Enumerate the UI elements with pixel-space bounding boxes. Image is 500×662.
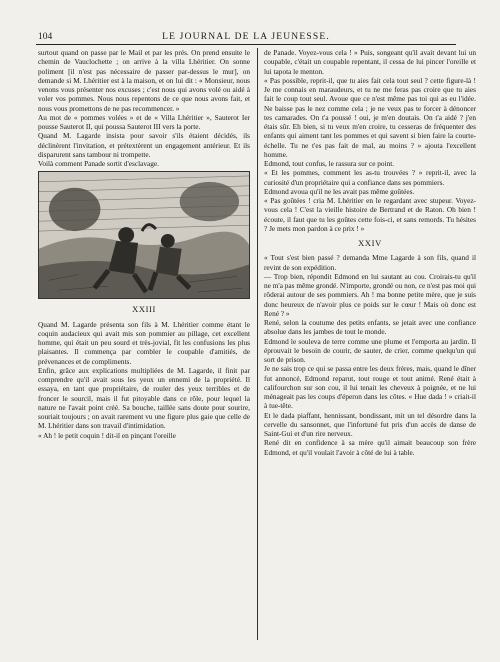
left-column xyxy=(38,48,250,440)
paragraph: « Pas possible, reprit-il, que tu aies fait cela tout seul ? cette figure-là ! Je me connais en maraudeurs, et tu ne me feras pas croire que tu aies fait le coup tout seul. Avoue que ce n'est même pas toi qui as eu l'idée. Ne baisse pas le nez comme cela ; je ne veux pas te forcer à dénoncer tes camarades. On t'a poussé ! oui, je m'en doutais. On t'a aidé ? j'en étais sûr. Eh bien, si tu veux m'en croire, tu cesseras de fréquenter des enfants qui aiment tant les pommes et qui savent si bien faire la courte-échelle. Tu ne t'es pas fait de mal, au moins ? » ajouta l'excellent homme. xyxy=(264,75,476,159)
paragraph: « Pas goûtées ! cria M. Lhéritier en le regardant avec stupeur. Voyez-vous cela ! C'est la vieille histoire de Bertrand et de Raton. Oh bien ! écoute, il faut que tu les goûtes cette fois-ci, et sans remords. Tu hésites ? Je mets mon pardon à ce prix ! » xyxy=(264,196,476,233)
right-column xyxy=(264,48,476,457)
paragraph: surtout quand on passe par le Mail et par les prés. On prend ensuite le chemin de Vauclochette ; on arrive à la villa Lhéritier. On sonne poliment [il n'est pas nécessaire de passer par-dessus le mur], on demande si M. Lhéritier est à la maison, et on lui dit : « Monsieur, nous venons vous présenter nos excuses ; c'est nous qui avons volé ou aidé à voler vos pommes. Nous nous repentons de ce que nous avons fait, et nous vous promettons de ne pas recommencer. » xyxy=(38,48,250,113)
paragraph: Quand M. Lagarde présenta son fils à M. Lhéritier comme étant le coquin audacieux qui avait mis son pommier au pillage, cet excellent homme, qui était un peu sourd et très-jovial, fit les confusions les plus plaisantes. Il commença par combler le coupable d'amitiés, de prévenances et de compliments. xyxy=(38,319,250,366)
paragraph: Edmond le souleva de terre comme une plume et l'emporta au jardin. Il éprouvait le besoin de courir, de sauter, de crier, comme quelqu'un qui sort de prison. xyxy=(264,336,476,364)
paragraph: « Et les pommes, comment les as-tu trouvées ? » reprit-il, avec la curiosité d'un propriétaire qui a confiance dans ses pommiers. xyxy=(264,168,476,187)
chapter-heading: XXIII xyxy=(132,304,156,315)
column-divider xyxy=(257,48,258,640)
paragraph: Au mot de « pommes volées » et de « Villa Lhéritier », Sauterot Ier pousse Sauterot II, qui poussa Sauterot III vers la porte. xyxy=(38,112,250,131)
paragraph: René dit en confidence à sa mère qu'il aimait beaucoup son frère Edmond, et qu'il voulait l'avoir à côté de lui à table. xyxy=(264,438,476,457)
paragraph: de Panade. Voyez-vous cela ! » Puis, songeant qu'il avait devant lui un coupable, c'était un coupable repentant, il cessa de lui pincer l'oreille et lui tapota le menton. xyxy=(264,48,476,76)
paragraph: Et le dada piaffant, hennissant, bondissant, mit un tel désordre dans la cervelle du sansonnet, que l'infortuné fut pris d'un accès de danse de Saint-Gui et d'un rire nerveux. xyxy=(264,410,476,438)
journal-title: LE JOURNAL DE LA JEUNESSE. xyxy=(162,32,330,42)
page-header xyxy=(38,26,454,42)
paragraph: Edmond, tout confus, le rassura sur ce point. xyxy=(264,159,395,168)
paragraph: — Trop bien, répondit Edmond en lui sautant au cou. Croirais-tu qu'il ne m'a pas même grondé. N'importe, grondé ou non, ce n'est pas moi qui rôderai autour de ses pommiers. Ah ! ma bonne petite mère, que je suis donc heureux de n'avoir plus ce poids sur le cœur ! Mais où donc est René ? » xyxy=(264,271,476,318)
chapter-heading: XXIV xyxy=(358,238,382,248)
paragraph: Edmond avoua qu'il ne les avait pas même goûtées. xyxy=(264,186,415,196)
paragraph: René, selon la coutume des petits enfants, se jetait avec une confiance absolue dans les jambes de tout le monde. xyxy=(264,318,476,337)
paragraph: Voilà comment Panade sortit d'esclavage. xyxy=(38,159,159,168)
paragraph: « Ah ! le petit coquin ! dit-il en pinçant l'oreille xyxy=(38,430,176,440)
paragraph: « Tout s'est bien passé ? demanda Mme Lagarde à son fils, quand il revint de son expédition. xyxy=(264,253,476,272)
header-rule xyxy=(36,44,456,45)
paragraph: Enfin, grâce aux explications multipliées de M. Lagarde, il finit par comprendre qu'il avait sous les yeux un ennemi de la propriété. Il essaya, en tant que propriétaire, de rouler des yeux terribles et de froncer le sourcil, mais il fut pitoyable dans ce rôle, pour lequel la nature ne l'avait point créé. Sa bouche, taillée sans doute pour sourire, souriait toujours ; on avait rarement vu une figure plus gaie que celle de M. Lhéritier dans son travail d'intimidation. xyxy=(38,365,250,431)
engraving-illustration xyxy=(38,171,250,299)
page-number: 104 xyxy=(38,32,53,42)
paragraph: Quand M. Lagarde insista pour savoir s'ils étaient décidés, ils déclinèrent l'invitation, et prétextèrent un engagement antérieur. Et ils disparurent sans tambour ni trompette. xyxy=(38,131,250,159)
paragraph: Je ne sais trop ce qui se passa entre les deux frères, mais, quand le dîner fut annoncé, Edmond reparut, tout rouge et tout animé. René était à califourchon sur son cou, il lui tenait les cheveux à poignée, et ne lui ménageait pas les coups d'éperon dans les côtes. « Hue dada ! » criait-il à tue-tête. xyxy=(264,364,476,411)
